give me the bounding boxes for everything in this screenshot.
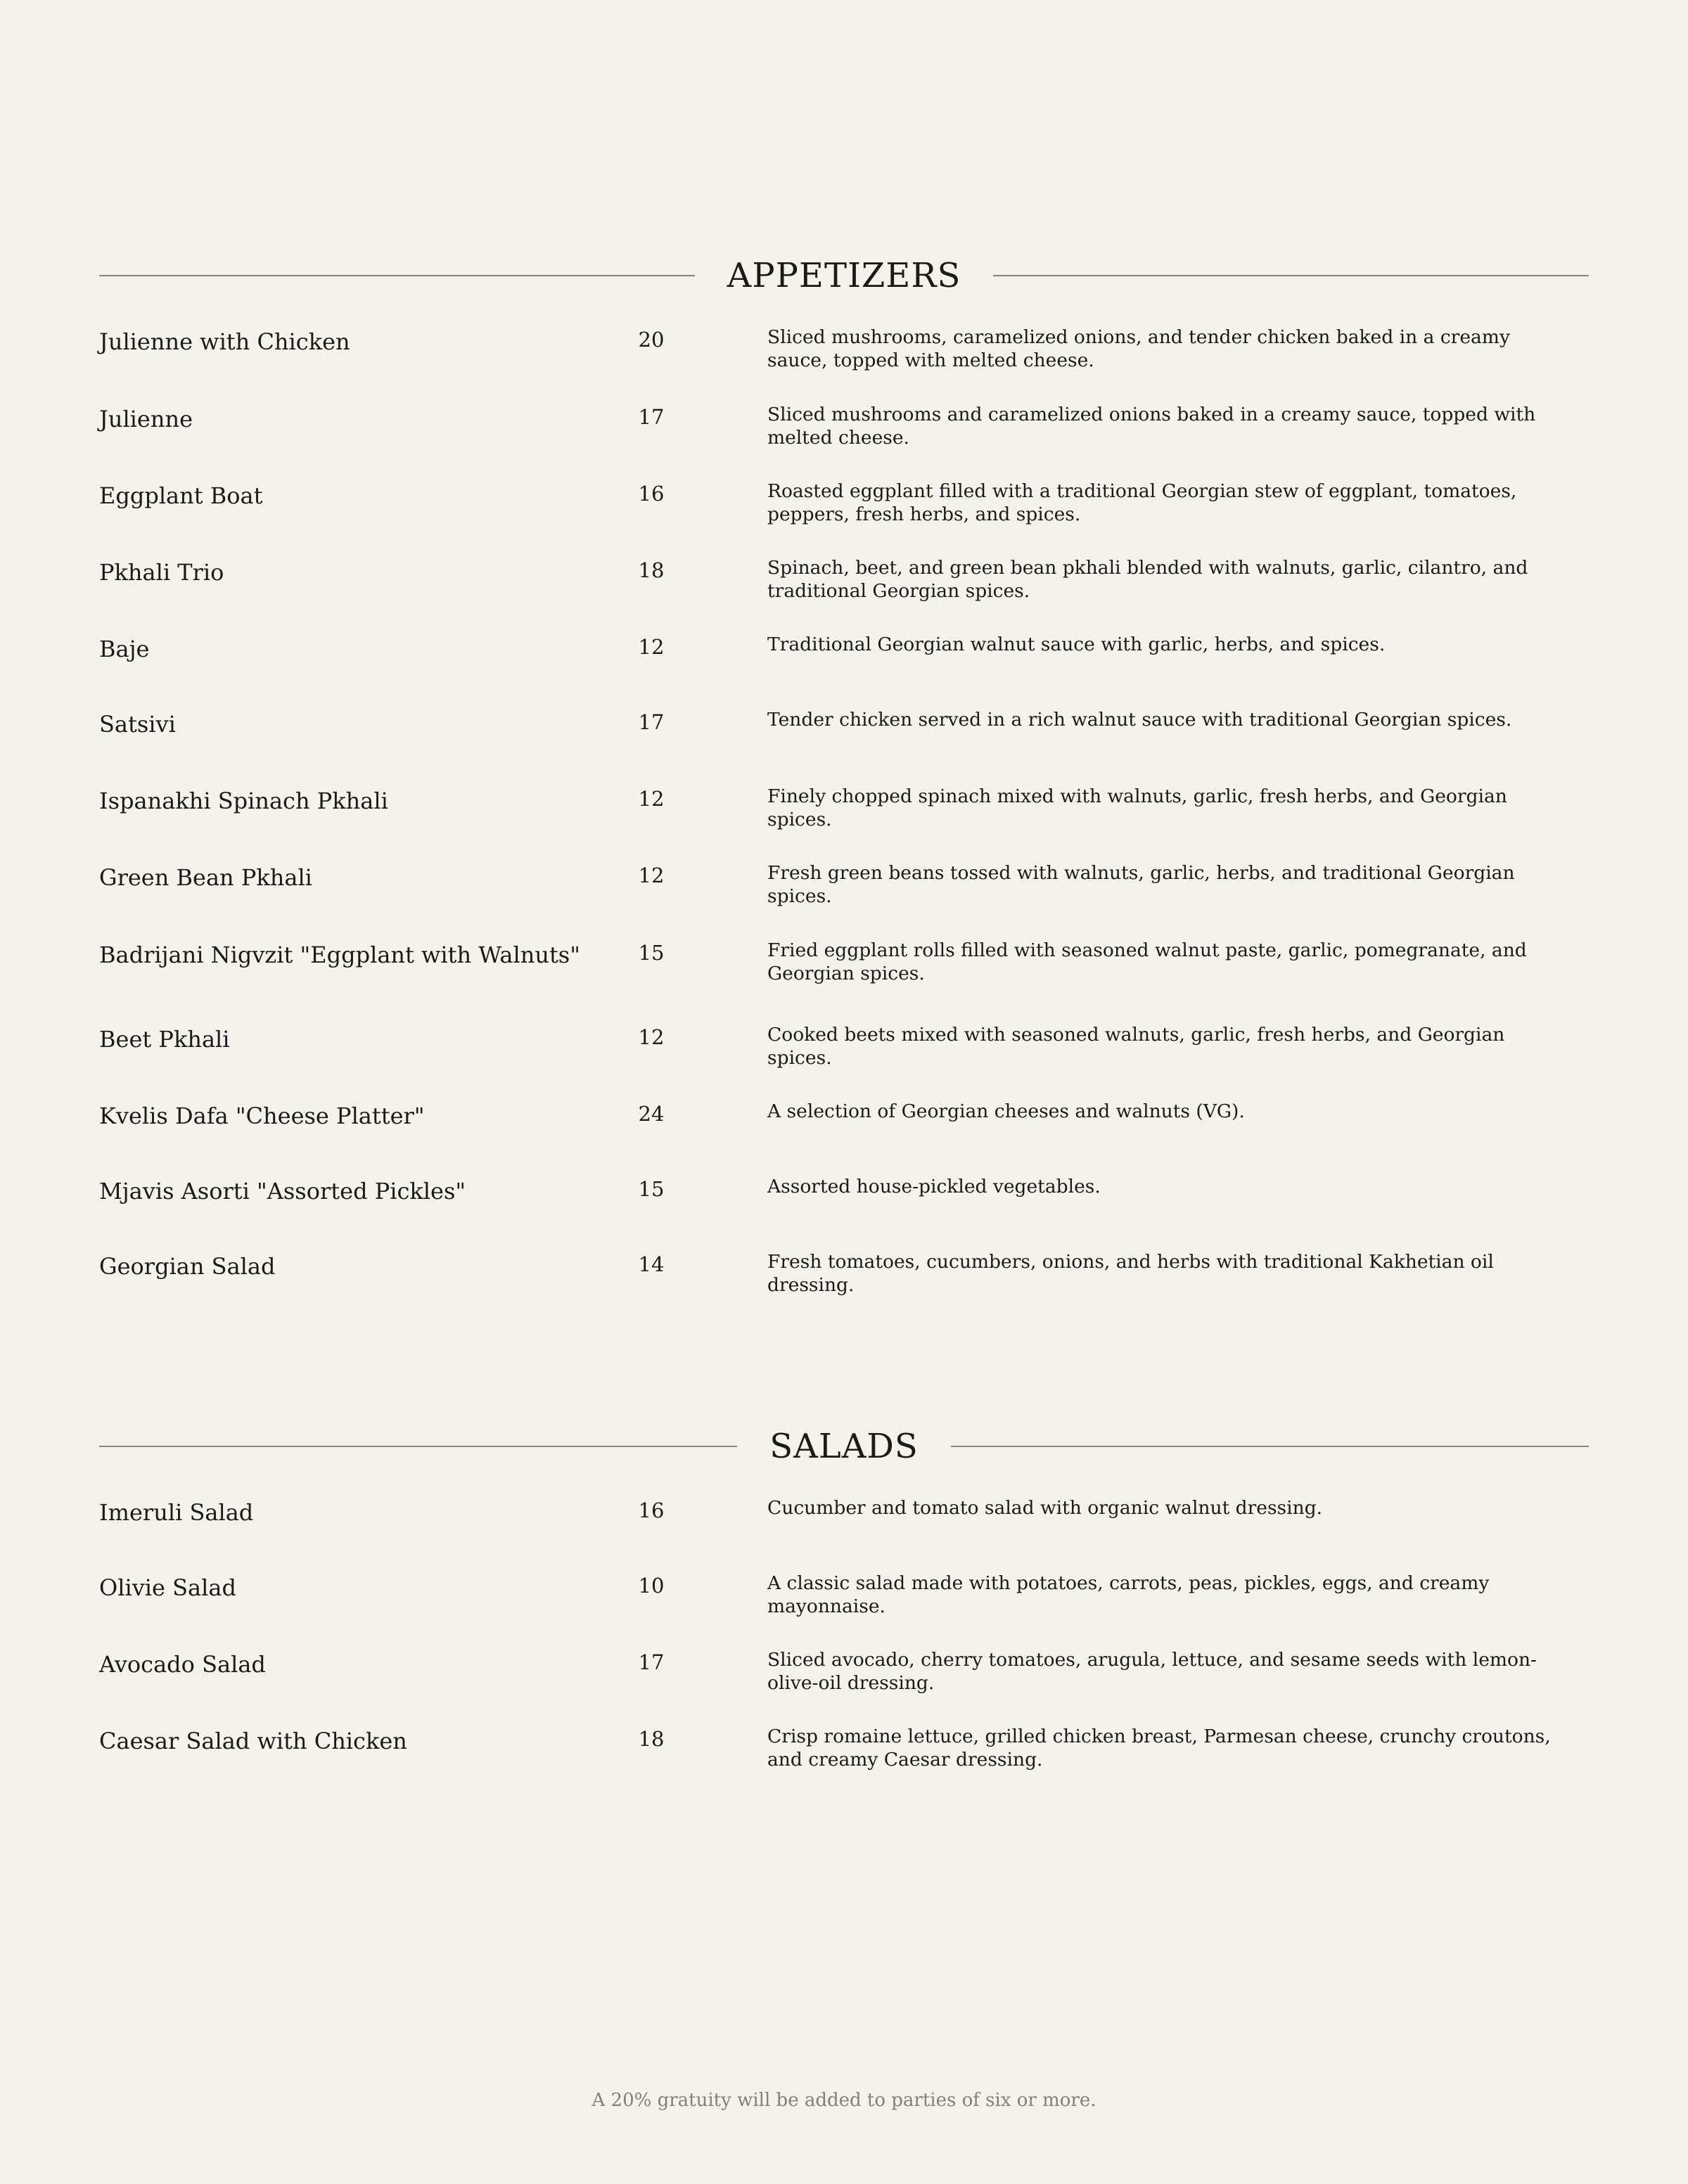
item-description: Sliced avocado, cherry tomatoes, arugula, lettuce, and sesame seeds with lemon-olive-oil dressing. bbox=[767, 1649, 1537, 1694]
item-price: 17 bbox=[638, 405, 665, 429]
menu-item bbox=[99, 1572, 1589, 1648]
menu-item bbox=[99, 1496, 1589, 1572]
item-name: Beet Pkhali bbox=[99, 1026, 230, 1053]
item-price: 18 bbox=[638, 558, 665, 582]
item-description: Sliced mushrooms, caramelized onions, and tender chicken baked in a creamy sauce, topped with melted cheese. bbox=[767, 326, 1510, 371]
appetizers-header bbox=[99, 251, 1589, 300]
item-description: Finely chopped spinach mixed with walnuts, garlic, fresh herbs, and Georgian spices. bbox=[767, 785, 1507, 830]
item-name: Kvelis Dafa "Cheese Platter" bbox=[99, 1103, 425, 1129]
item-price: 17 bbox=[638, 1650, 665, 1674]
menu-item bbox=[99, 480, 1589, 556]
divider-left bbox=[99, 275, 695, 276]
item-name: Eggplant Boat bbox=[99, 482, 263, 509]
item-description: A classic salad made with potatoes, carrots, peas, pickles, eggs, and creamy mayonnaise. bbox=[767, 1572, 1490, 1617]
item-price: 24 bbox=[638, 1102, 665, 1126]
item-price: 14 bbox=[638, 1252, 665, 1276]
item-name: Ispanakhi Spinach Pkhali bbox=[99, 788, 388, 814]
salads-title: SALADS bbox=[769, 1427, 919, 1466]
item-price: 16 bbox=[638, 1498, 665, 1522]
menu-item bbox=[99, 1250, 1589, 1328]
menu-item bbox=[99, 1648, 1589, 1725]
item-name: Caesar Salad with Chicken bbox=[99, 1728, 407, 1754]
item-description: Cucumber and tomato salad with organic walnut dressing. bbox=[767, 1497, 1323, 1519]
item-description: Fresh green beans tossed with walnuts, garlic, herbs, and traditional Georgian spices. bbox=[767, 862, 1515, 907]
item-name: Mjavis Asorti "Assorted Pickles" bbox=[99, 1178, 466, 1205]
item-description: Spinach, beet, and green bean pkhali blended with walnuts, garlic, cilantro, and traditional Georgian spices. bbox=[767, 557, 1528, 602]
item-description: Traditional Georgian walnut sauce with garlic, herbs, and spices. bbox=[767, 634, 1386, 655]
item-price: 17 bbox=[638, 710, 665, 734]
item-name: Imeruli Salad bbox=[99, 1499, 254, 1526]
item-name: Baje bbox=[99, 636, 150, 662]
item-price: 12 bbox=[638, 635, 665, 659]
item-name: Satsivi bbox=[99, 711, 176, 738]
item-description: A selection of Georgian cheeses and walnuts (VG). bbox=[767, 1100, 1245, 1122]
divider-right bbox=[993, 275, 1589, 276]
item-description: Fresh tomatoes, cucumbers, onions, and herbs with traditional Kakhetian oil dressing. bbox=[767, 1251, 1494, 1296]
item-name: Badrijani Nigvzit "Eggplant with Walnuts" bbox=[99, 942, 580, 968]
menu-item bbox=[99, 708, 1589, 785]
appetizers-list bbox=[99, 326, 1589, 1328]
appetizers-title: APPETIZERS bbox=[727, 256, 961, 295]
item-description: Fried eggplant rolls filled with seasoned walnut paste, garlic, pomegranate, and Georgian spices. bbox=[767, 939, 1527, 984]
item-description: Roasted eggplant filled with a traditional Georgian stew of eggplant, tomatoes, peppers, fresh herbs, and spices. bbox=[767, 480, 1517, 525]
menu-item bbox=[99, 1725, 1589, 1802]
item-description: Tender chicken served in a rich walnut sauce with traditional Georgian spices. bbox=[767, 709, 1512, 731]
item-name: Avocado Salad bbox=[99, 1651, 266, 1678]
divider-right bbox=[951, 1446, 1589, 1447]
item-price: 10 bbox=[638, 1574, 665, 1598]
item-price: 12 bbox=[638, 787, 665, 811]
appetizers-section bbox=[99, 251, 1589, 1328]
menu-item bbox=[99, 633, 1589, 708]
item-name: Julienne with Chicken bbox=[99, 328, 350, 355]
divider-left bbox=[99, 1446, 737, 1447]
item-name: Julienne bbox=[99, 406, 193, 432]
item-name: Pkhali Trio bbox=[99, 559, 224, 586]
item-price: 12 bbox=[638, 1025, 665, 1049]
item-price: 18 bbox=[638, 1727, 665, 1751]
salads-list bbox=[99, 1496, 1589, 1802]
menu-item bbox=[99, 1175, 1589, 1250]
item-description: Crisp romaine lettuce, grilled chicken breast, Parmesan cheese, crunchy croutons, and creamy Caesar dressing. bbox=[767, 1726, 1551, 1771]
item-description: Cooked beets mixed with seasoned walnuts, garlic, fresh herbs, and Georgian spices. bbox=[767, 1024, 1505, 1069]
item-name: Georgian Salad bbox=[99, 1253, 276, 1280]
menu-item bbox=[99, 939, 1589, 1023]
menu-item bbox=[99, 1023, 1589, 1100]
salads-section bbox=[99, 1422, 1589, 1802]
menu-item bbox=[99, 326, 1589, 403]
item-description: Sliced mushrooms and caramelized onions baked in a creamy sauce, topped with melted cheese. bbox=[767, 404, 1536, 449]
item-price: 16 bbox=[638, 482, 665, 506]
salads-header bbox=[99, 1422, 1589, 1471]
item-description: Assorted house-pickled vegetables. bbox=[767, 1176, 1101, 1197]
item-name: Olivie Salad bbox=[99, 1574, 236, 1601]
menu-item bbox=[99, 1100, 1589, 1175]
menu-item bbox=[99, 785, 1589, 861]
item-price: 15 bbox=[638, 941, 665, 965]
gratuity-note: A 20% gratuity will be added to parties of six or more. bbox=[592, 2090, 1096, 2111]
item-name: Green Bean Pkhali bbox=[99, 864, 312, 891]
menu-item bbox=[99, 861, 1589, 939]
menu-item bbox=[99, 556, 1589, 633]
menu-item bbox=[99, 403, 1589, 480]
item-price: 20 bbox=[638, 328, 665, 352]
item-price: 15 bbox=[638, 1177, 665, 1201]
item-price: 12 bbox=[638, 863, 665, 887]
